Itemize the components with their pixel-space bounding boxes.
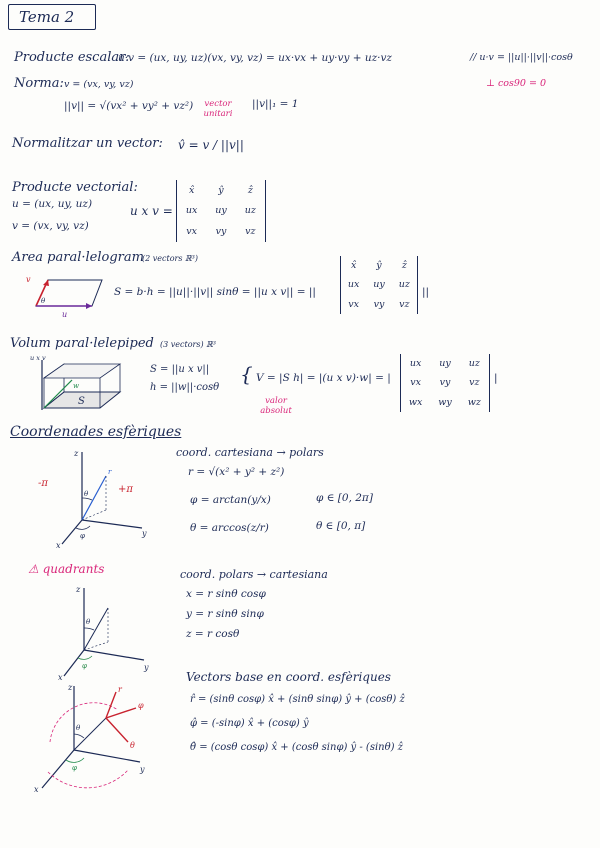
volume-close: | (494, 372, 498, 384)
z-formula: z = r cosθ (186, 628, 240, 640)
cross-axis-label: u x v (30, 354, 46, 362)
matrix-cell: vy (439, 377, 451, 389)
angle-label: θ (41, 297, 46, 305)
cross-lhs: u x v = (130, 204, 173, 218)
theta-formula: θ = arccos(z/r) (190, 522, 269, 534)
y-axis-label: y (142, 529, 147, 538)
matrix-cell: vx (410, 377, 422, 389)
norm-heading: Norma: (14, 76, 64, 91)
cart-to-polar-heading: coord. cartesiana → polars (176, 446, 324, 459)
polar-axes-diagram (52, 584, 154, 682)
volume-h: h = ||w||·cosθ (150, 382, 220, 393)
base-vectors-diagram (32, 678, 156, 796)
matrix-cell: uy (373, 279, 385, 291)
vector-u-label: u (62, 310, 68, 319)
quadrants-warning: ⚠ quadrants (28, 562, 105, 576)
theta-range: θ ∈ [0, π] (316, 520, 366, 532)
spherical-axes-diagram (54, 446, 150, 550)
phi-label: φ (82, 662, 87, 670)
matrix-cell: ẑ (401, 260, 407, 272)
matrix-cell: vz (469, 377, 480, 389)
theta-hat-formula: θ̂ = (cosθ cosφ) x̂ + (cosθ sinφ) ŷ - (sinθ) ẑ (190, 742, 403, 753)
spherical-heading: Coordenades esfèriques (10, 424, 182, 440)
r-hat-formula: r̂ = (sinθ cosφ) x̂ + (sinθ sinφ) ŷ + (cosθ) ẑ (190, 694, 405, 705)
norm-formula: ||v|| = √(vx² + vy² + vz²) (64, 100, 194, 112)
x-axis-label: x (58, 673, 63, 682)
r-label: r (108, 468, 112, 476)
matrix-cell: wx (408, 396, 423, 408)
parallelepiped-diagram (28, 352, 132, 418)
z-axis-label: z (76, 585, 81, 594)
matrix-cell: vz (399, 298, 410, 310)
phi-hat-label: φ (138, 701, 144, 710)
volume-matrix (400, 354, 490, 412)
z-axis-label: z (74, 449, 79, 458)
matrix-cell: ux (409, 358, 422, 370)
phi-angle-label: φ (72, 764, 77, 772)
volume-formula: V = |S h| = |(u x v)·w| = | (256, 372, 391, 384)
cross-u: u = (ux, uy, uz) (12, 198, 93, 210)
parallelogram-diagram (22, 268, 106, 320)
minus-pi-label: -π (38, 478, 48, 489)
unit-vector-label: vector unitari (203, 99, 233, 119)
page-title: Tema 2 (8, 4, 96, 30)
matrix-cell: vx (348, 298, 360, 310)
matrix-cell: ẑ (247, 184, 253, 196)
matrix-cell: uz (398, 279, 410, 291)
matrix-cell: wy (438, 396, 452, 408)
y-formula: y = r sinθ sinφ (186, 608, 264, 620)
phi-label: φ (80, 532, 85, 540)
perpendicular-note: ⊥ cos90 = 0 (486, 78, 547, 89)
matrix-cell: ux (185, 205, 198, 217)
matrix-cell: vx (186, 226, 198, 238)
vector-w-label: w (73, 382, 79, 390)
matrix-cell: wz (467, 396, 481, 408)
matrix-cell: uz (244, 205, 256, 217)
area-formula: S = b·h = ||u||·||v|| sinθ = ||u x v|| = || (114, 286, 316, 298)
matrix-cell: uz (468, 358, 480, 370)
y-axis-label: y (144, 663, 149, 672)
matrix-cell: ŷ (218, 184, 224, 196)
scalar-parallel: // u·v = ||u||·||v||·cosθ (470, 52, 573, 63)
cross-matrix (176, 180, 266, 242)
theta-label: θ (84, 490, 89, 498)
base-s-label: S (78, 396, 85, 407)
area-close: || (422, 286, 430, 298)
x-formula: x = r sinθ cosφ (186, 588, 266, 600)
area-note: (2 vectors ℝ³) (142, 254, 198, 263)
matrix-cell: uy (215, 205, 227, 217)
absolute-value-label: valor absolut (260, 396, 292, 416)
volume-s: S = ||u x v|| (150, 364, 210, 375)
polar-to-cart-heading: coord. polars → cartesiana (180, 568, 328, 581)
base-vectors-heading: Vectors base en coord. esfèriques (186, 670, 391, 684)
x-axis-label: x (56, 541, 61, 550)
cross-v: v = (vx, vy, vz) (12, 220, 89, 232)
phi-hat-formula: φ̂ = (-sinφ) x̂ + (cosφ) ŷ (190, 718, 309, 729)
z-axis-label: z (68, 683, 73, 692)
theta-label: θ (86, 618, 91, 626)
matrix-cell: vy (215, 226, 227, 238)
y-axis-label: y (140, 765, 145, 774)
area-heading: Area paral·lelogram (12, 250, 144, 265)
r-formula: r = √(x² + y² + z²) (188, 466, 285, 478)
volume-heading: Volum paral·lelepiped (10, 336, 154, 351)
matrix-cell: ux (347, 279, 360, 291)
vector-v-label: v (26, 275, 31, 284)
matrix-cell: uy (439, 358, 451, 370)
x-axis-label: x (34, 785, 39, 794)
r-hat-label: r (118, 685, 122, 694)
unit-formula: ||v||₁ = 1 (252, 98, 299, 110)
cross-heading: Producte vectorial: (12, 180, 138, 195)
matrix-cell: vy (373, 298, 385, 310)
normalize-formula: v̂ = v / ||v|| (178, 138, 244, 152)
volume-brace: { (240, 362, 253, 386)
plus-pi-label: +π (118, 484, 133, 495)
theta-hat-label: θ (130, 741, 135, 750)
volume-note: (3 vectors) ℝ³ (160, 340, 216, 349)
phi-formula: φ = arctan(y/x) (190, 494, 271, 506)
matrix-cell: x̂ (188, 184, 195, 196)
scalar-formula: u·v = (ux, uy, uz)(vx, vy, vz) = ux·vx + uy·vy + uz·vz (118, 52, 392, 64)
normalize-heading: Normalitzar un vector: (12, 136, 163, 151)
area-matrix (340, 256, 418, 314)
scalar-heading: Producte escalar: (14, 50, 130, 65)
norm-vector: v = (vx, vy, vz) (64, 79, 134, 90)
phi-range: φ ∈ [0, 2π] (316, 492, 373, 504)
matrix-cell: x̂ (350, 260, 357, 272)
theta-angle-label: θ (76, 724, 81, 732)
matrix-cell: vz (245, 226, 256, 238)
matrix-cell: ŷ (376, 260, 382, 272)
